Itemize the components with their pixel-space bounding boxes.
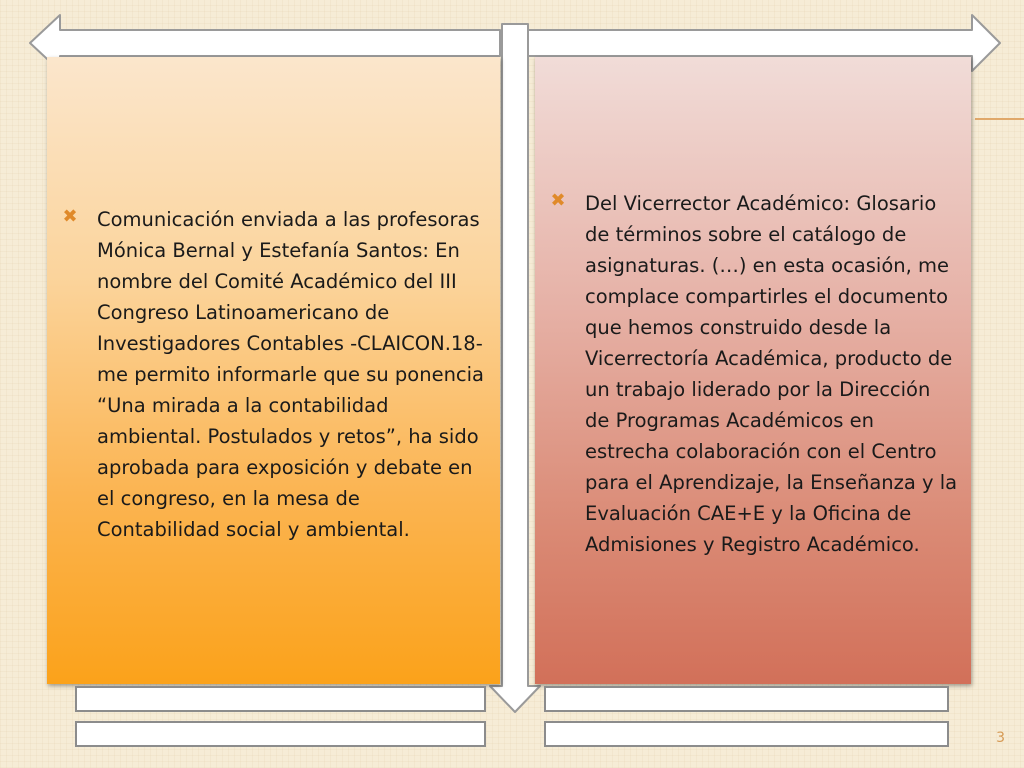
footer-box-left-bottom: [75, 721, 486, 747]
page-number: 3: [996, 730, 1005, 746]
left-panel: [47, 57, 500, 684]
footer-box-right-bottom: [544, 721, 949, 747]
right-panel-text: Del Vicerrector Académico: Glosario de términos sobre el catálogo de asignaturas. (…) en esta ocasión, me complace compartirles el documento que hemos construido desde la Vicerrectoría Académica, producto de un trabajo liderado por la Dirección de Programas Académicos en estrecha colaboración con el Centro para el Aprendizaje, la Enseñanza y la Evaluación CAE+E y la Oficina de Admisiones y Registro Académico.: [585, 191, 958, 556]
footer-box-right-top: [544, 686, 949, 712]
footer-box-left-top: [75, 686, 486, 712]
right-panel: [535, 57, 971, 684]
left-bullet: [59, 204, 486, 545]
bullet-cross-icon: ✖: [62, 206, 78, 227]
left-panel-text: Comunicación enviada a las profesoras Mónica Bernal y Estefanía Santos: En nombre del Comité Académico del III Congreso Latinoamericano de Investigadores Contables -CLAICON.18- me permito informarle que su ponencia “Una mirada a la contabilidad ambiental. Postulados y retos”, ha sido aprobada para exposición y debate en el congreso, en la mesa de Contabilidad social y ambiental.: [97, 208, 485, 541]
bullet-cross-icon: ✖: [550, 189, 566, 211]
right-bullet: [547, 188, 959, 560]
